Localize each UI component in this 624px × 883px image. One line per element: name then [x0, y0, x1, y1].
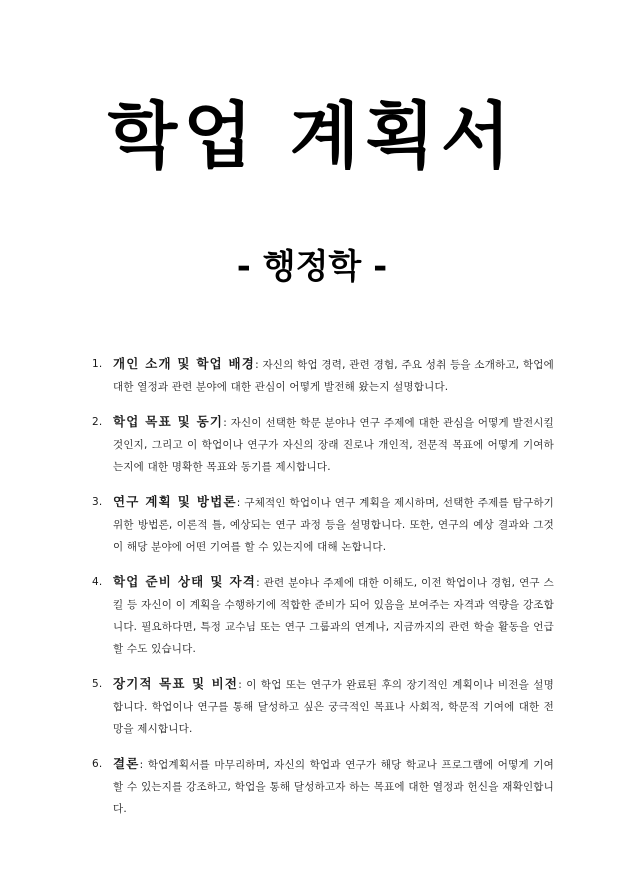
item-separator: :	[255, 359, 259, 371]
item-separator: :	[256, 577, 260, 589]
document-subtitle: - 행정학 -	[236, 247, 388, 287]
item-separator: :	[236, 497, 241, 509]
item-number: 4.	[92, 576, 103, 588]
item-number: 1.	[92, 358, 103, 370]
item-number: 2.	[92, 416, 103, 428]
list-item	[0, 673, 624, 740]
item-text: 이 학업 또는 연구가 완료된 후의 장기적인 계획이나 비전을 설명합니다. 학업이나 연구를 통해 달성하고 싶은 궁극적인 목표나 사회적, 학문적 기여에 대한 전망을 제시합니다.	[113, 679, 554, 735]
item-heading: 학업 준비 상태 및 자격	[113, 574, 257, 589]
item-text: 구체적인 학업이나 연구 계획을 제시하며, 선택한 주제를 탐구하기 위한 방법론, 이론적 틀, 예상되는 연구 과정 등을 설명합니다. 또한, 연구의 예상 결과와 그것이 해당 분야에 어떤 기여를 할 수 있는지에 대해 논합니다.	[113, 497, 555, 553]
item-heading: 결론	[113, 756, 140, 771]
item-heading: 장기적 목표 및 비전	[113, 676, 239, 691]
item-text: 자신이 선택한 학문 분야나 연구 주제에 대한 관심을 어떻게 발전시킬 것인지, 그리고 이 학업이나 연구가 자신의 장래 진로나 개인적, 전문적 목표에 어떻게 기여하는지에 대한 명확한 목표와 동기를 제시합니다.	[113, 417, 554, 473]
list-item	[0, 411, 624, 478]
list-item	[0, 571, 624, 660]
item-heading: 개인 소개 및 학업 배경	[113, 356, 256, 371]
item-text: 학업계획서를 마무리하며, 자신의 학업과 연구가 해당 학교나 프로그램에 어떻게 기여할 수 있는지를 강조하고, 학업을 통해 달성하고자 하는 목표에 대한 열정과 헌신을 재확인합니다.	[113, 759, 554, 815]
item-heading: 연구 계획 및 방법론	[113, 494, 237, 509]
item-number: 3.	[92, 496, 103, 508]
item-number: 6.	[92, 758, 103, 770]
list-item	[0, 353, 624, 398]
item-number: 5.	[92, 678, 103, 690]
item-heading: 학업 목표 및 동기	[113, 414, 224, 429]
document-title: 학업 계획서	[107, 94, 517, 178]
item-separator: :	[223, 417, 227, 429]
list-item	[0, 491, 624, 558]
item-separator: :	[238, 679, 242, 691]
item-text: 관련 분야나 주제에 대한 이해도, 이전 학업이나 경험, 연구 스킬 등 자신이 이 계획을 수행하기에 적합한 준비가 되어 있음을 보여주는 자격과 역량을 강조합니다. 필요하다면, 특정 교수님 또는 연구 그룹과의 연계나, 지금까지의 관련 학술 활동을 언급할 수도 있습니다.	[113, 577, 554, 655]
section-list	[0, 353, 624, 833]
list-item	[0, 753, 624, 820]
item-separator: :	[139, 759, 144, 771]
item-text: 자신의 학업 경력, 관련 경험, 주요 성취 등을 소개하고, 학업에 대한 열정과 관련 분야에 대한 관심이 어떻게 발전해 왔는지 설명합니다.	[113, 359, 554, 393]
